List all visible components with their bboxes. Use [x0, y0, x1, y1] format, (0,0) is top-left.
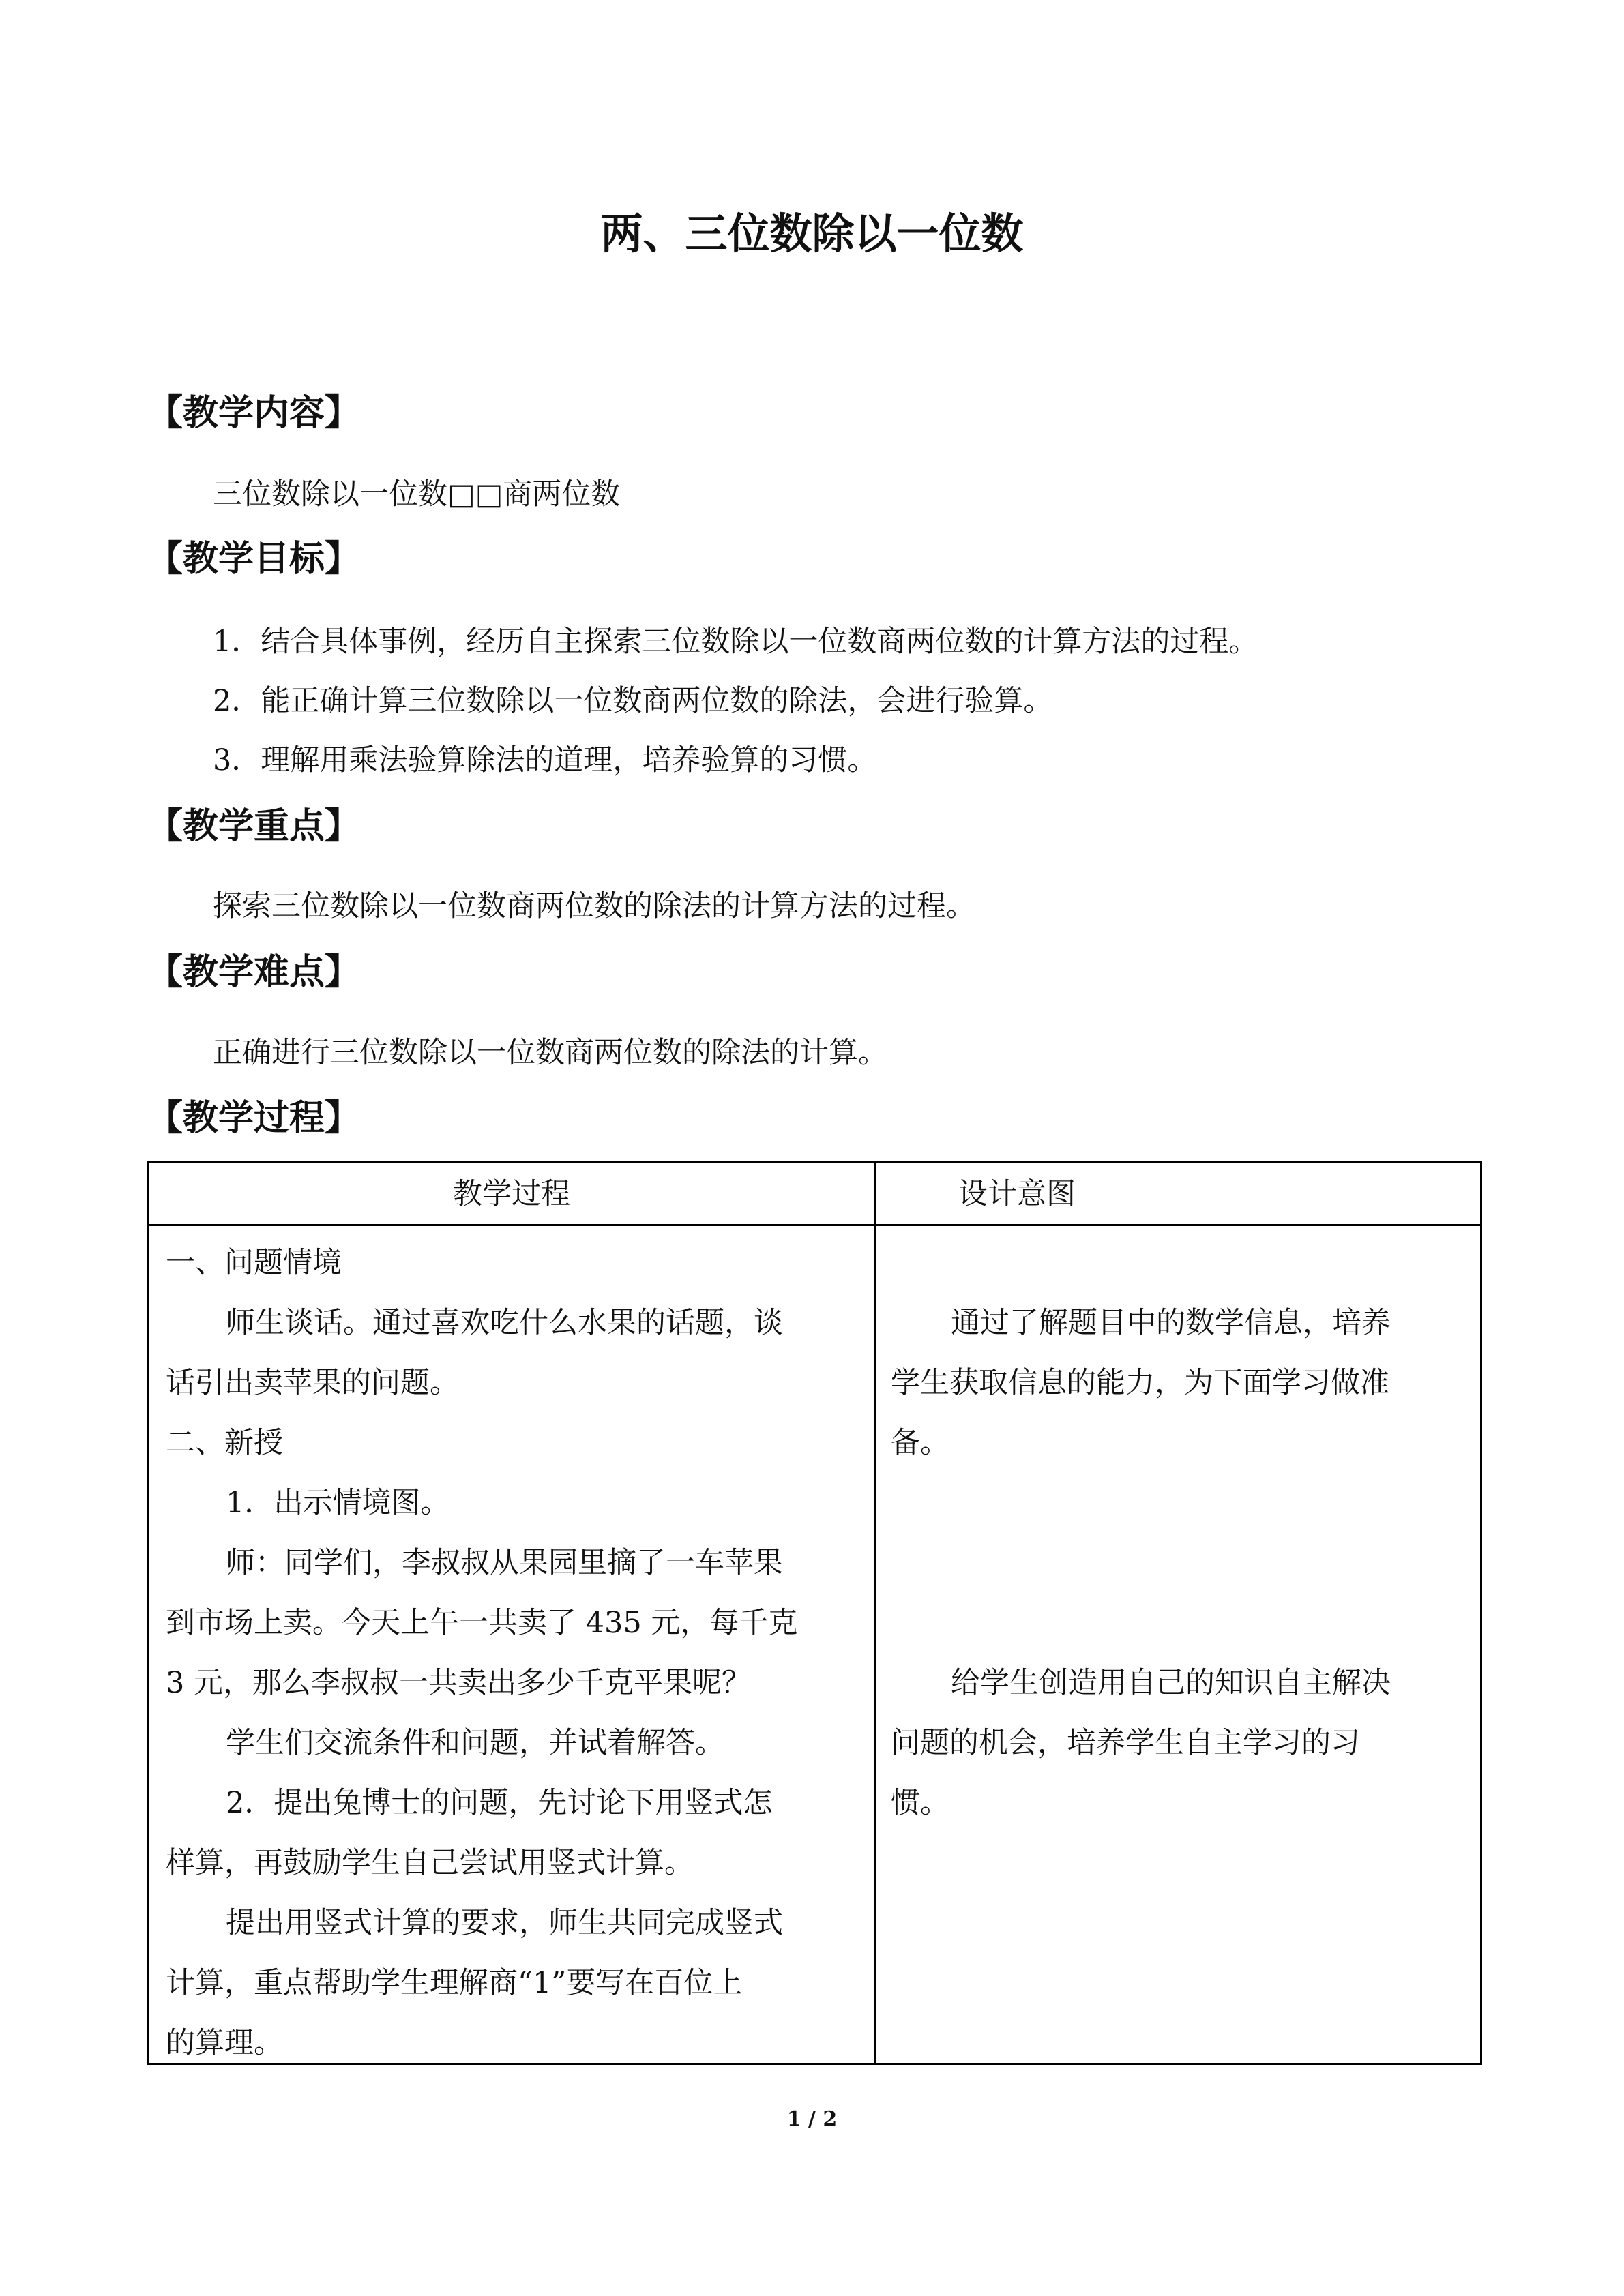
- objective-item-3: 3．理解用乘法验算除法的道理，培养验算的习惯。: [213, 743, 877, 777]
- process-line: 计算，重点帮助学生理解商“1”要写在百位上: [166, 1966, 743, 2000]
- process-line: 1．出示情境图。: [226, 1486, 450, 1520]
- content-text: 三位数除以一位数□□商两位数: [213, 477, 621, 511]
- table-header-process: 教学过程: [453, 1177, 570, 1211]
- intent-line: 通过了解题目中的数学信息，培养: [951, 1306, 1391, 1340]
- teaching-process-table: [147, 1161, 1482, 2065]
- document-title: 两、三位数除以一位数: [600, 209, 1024, 258]
- intent-line: 给学生创造用自己的知识自主解决: [951, 1666, 1391, 1700]
- process-line: 话引出卖苹果的问题。: [166, 1366, 459, 1400]
- table-cell-process: [166, 1233, 855, 2073]
- process-line: 样算，再鼓励学生自己尝试用竖式计算。: [166, 1846, 694, 1880]
- section-heading-objectives: 【教学目标】: [147, 539, 361, 580]
- section-heading-process: 【教学过程】: [147, 1098, 361, 1139]
- table-header-divider: [149, 1224, 1480, 1226]
- difficulties-text: 正确进行三位数除以一位数商两位数的除法的计算。: [213, 1036, 887, 1070]
- process-line: 2．提出兔博士的问题，先讨论下用竖式怎: [226, 1786, 773, 1820]
- process-line: 3 元，那么李叔叔一共卖出多少千克平果呢？: [166, 1666, 752, 1700]
- process-line: 师生谈话。通过喜欢吃什么水果的话题，谈: [226, 1306, 783, 1340]
- process-line: 师：同学们，李叔叔从果园里摘了一车苹果: [226, 1546, 783, 1580]
- process-line: 二、新授: [166, 1426, 283, 1460]
- process-line: 一、问题情境: [166, 1246, 342, 1280]
- objective-item-2: 2．能正确计算三位数除以一位数商两位数的除法，会进行验算。: [213, 684, 1053, 718]
- section-heading-content: 【教学内容】: [147, 393, 361, 434]
- intent-line: 问题的机会，培养学生自主学习的习: [891, 1726, 1360, 1760]
- table-column-divider: [874, 1163, 876, 2063]
- process-line: 的算理。: [166, 2026, 283, 2060]
- objective-item-1: 1．结合具体事例，经历自主探索三位数除以一位数商两位数的计算方法的过程。: [213, 625, 1258, 659]
- table-header-intent: 设计意图: [958, 1177, 1076, 1211]
- process-line: 到市场上卖。今天上午一共卖了 435 元，每千克: [166, 1606, 798, 1640]
- section-heading-key-points: 【教学重点】: [147, 806, 361, 847]
- process-line: 提出用竖式计算的要求，师生共同完成竖式: [226, 1906, 783, 1940]
- key-points-text: 探索三位数除以一位数商两位数的除法的计算方法的过程。: [213, 889, 975, 923]
- process-line: 学生们交流条件和问题，并试着解答。: [226, 1726, 724, 1760]
- intent-line: 惯。: [891, 1786, 949, 1820]
- section-heading-difficulties: 【教学难点】: [147, 952, 361, 993]
- table-cell-intent: [891, 1233, 1467, 1833]
- page-number: 1 / 2: [786, 2107, 838, 2131]
- intent-line: 学生获取信息的能力，为下面学习做准: [891, 1366, 1389, 1400]
- intent-line: 备。: [891, 1426, 949, 1460]
